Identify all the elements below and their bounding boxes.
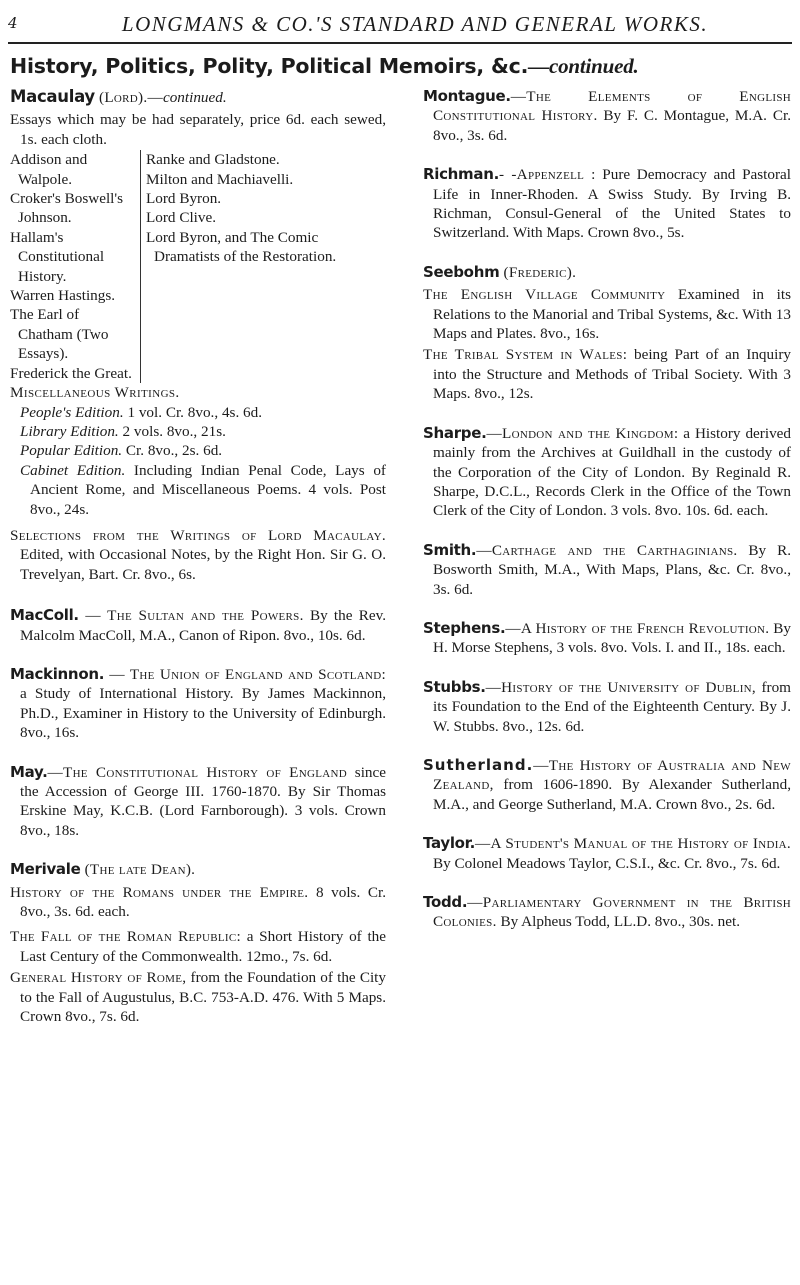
- book-title: —History of the University of Dublin,: [485, 678, 757, 696]
- entry-sharpe: [423, 424, 791, 521]
- book-title: —The Constitutional History of England: [47, 763, 347, 781]
- running-head-title: LONGMANS & CO.'S STANDARD AND GENERAL WORKS.: [121, 12, 709, 36]
- entry-merivale: [10, 860, 386, 1026]
- entry-sutherland: [423, 756, 791, 814]
- entry-mackinnon: [10, 665, 386, 743]
- book-title: —The Elements of English Constitutional History.: [433, 88, 791, 125]
- edition-item: [20, 441, 386, 460]
- author-name: Richman.: [423, 165, 499, 184]
- essay-item: Addison and Walpole.: [10, 151, 88, 188]
- book-detail: By Colonel Meadows Taylor, C.S.I., &c. Cr. 8vo., 7s. 6d.: [433, 854, 781, 872]
- author-name: MacColl.: [10, 606, 79, 625]
- author-name: Stephens.: [423, 618, 506, 637]
- book-title: —A History of the French Revolution.: [505, 619, 770, 637]
- edition-name: Cabinet Edition.: [20, 461, 126, 479]
- essay-item: Lord Clive.: [146, 209, 217, 227]
- misc-writings-heading: Miscellaneous Writings.: [10, 384, 180, 402]
- book-title: —The History of Australia and New Zealand,: [433, 756, 791, 794]
- author-name: Sutherland.: [423, 755, 534, 774]
- book-detail: since the Accession of George III. 1760-1870. By Sir Thomas Erskine May, K.C.B. (Lord Farnborough). 3 vols. Crown 8vo., 18s.: [20, 763, 386, 839]
- author-name: Merivale: [10, 860, 81, 879]
- essays-list: [10, 150, 386, 383]
- essay-item: Ranke and Gladstone.: [146, 151, 280, 169]
- entry-may: [10, 763, 386, 841]
- author-name: Seebohm: [423, 262, 500, 281]
- author-name: Mackinnon.: [10, 664, 105, 683]
- entry-taylor: [423, 834, 791, 873]
- essay-item: Warren Hastings.: [10, 287, 116, 305]
- book-title: —London and the Kingdom:: [486, 424, 679, 442]
- edition-name: Popular Edition.: [20, 442, 123, 460]
- essay-item: Milton and Machiavelli.: [146, 170, 294, 188]
- book-detail: By the Rev. Malcolm MacColl, M.A., Canon of Ripon. 8vo., 10s. 6d.: [20, 607, 386, 644]
- running-head: [8, 10, 792, 44]
- book-detail: a History derived mainly from the Archives at Guildhall in the custody of the Corporation of the City of London. By Reginald R. Sharpe, D.C.L., Records Clerk in the Office of the Town Clerk of the City of London. 3 vols. 8vo. 10s. 6d. each.: [433, 424, 791, 520]
- book-detail: from the Foundation of the City to the Fall of Augustulus, B.C. 753-A.D. 476. With 5 Maps. Crown 8vo., 7s. 6d.: [20, 969, 386, 1026]
- entry-smith: [423, 541, 791, 599]
- book-title: —Carthage and the Carthaginians.: [476, 541, 738, 559]
- work-item: [423, 345, 791, 403]
- work-item: [10, 883, 386, 922]
- book-detail: a Study of International History. By James Mackinnon, Ph.D., Examiner in History to the University of Edinburgh. 8vo., 16s.: [20, 685, 386, 742]
- book-title: —Parliamentary Government in the British Colonies.: [433, 894, 791, 931]
- author-name: Taylor.: [423, 834, 476, 853]
- essays-intro: Essays which may be had separately, price 6d. each sewed, 1s. each cloth.: [10, 111, 386, 148]
- essay-item: Hallam's Constitutional History.: [10, 228, 105, 285]
- book-detail: from its Foundation to the End of the Eighteenth Century. By J. W. Stubbs. 8vo., 12s. 6d.: [433, 678, 791, 735]
- entry-montague: [423, 87, 791, 145]
- entry-macaulay: [10, 87, 386, 584]
- book-detail: By F. C. Montague, M.A. Cr. 8vo., 3s. 6d.: [433, 107, 791, 144]
- left-column: [10, 87, 386, 1046]
- work-item: [10, 968, 386, 1026]
- section-continued: —continued.: [528, 54, 639, 78]
- book-title: — The Union of England and Scotland:: [104, 665, 386, 683]
- entry-stephens: [423, 619, 791, 658]
- edition-name: People's Edition.: [20, 403, 124, 421]
- book-detail: 8 vols. Cr. 8vo., 3s. 6d. each.: [20, 883, 386, 921]
- work-item: [423, 285, 791, 343]
- book-title: - -Appenzell :: [499, 166, 596, 184]
- book-detail: By H. Morse Stephens, 3 vols. 8vo. Vols. I. and II., 18s. each.: [433, 619, 791, 657]
- book-title: The English Village Community: [423, 286, 666, 304]
- selections-title: Selections from the Writings of Lord Macaulay.: [10, 526, 386, 544]
- editions-list: [10, 403, 386, 519]
- book-detail: By Alpheus Todd, LL.D. 8vo., 30s. net.: [496, 913, 741, 931]
- author-name: Stubbs.: [423, 677, 486, 696]
- book-title: — The Sultan and the Powers.: [78, 607, 304, 625]
- author-name: Sharpe.: [423, 423, 487, 442]
- work-item: [10, 927, 386, 966]
- book-title: History of the Romans under the Empire.: [10, 883, 309, 901]
- edition-detail: Cr. 8vo., 2s. 6d.: [122, 442, 223, 460]
- author-name: Macaulay: [10, 87, 95, 106]
- book-title: The Tribal System in Wales:: [423, 346, 628, 364]
- section-title-text: History, Politics, Polity, Political Memoirs, &c.: [10, 54, 529, 78]
- page-number: 4: [8, 14, 18, 32]
- entry-todd: [423, 893, 791, 932]
- book-detail: By R. Bosworth Smith, M.A., With Maps, Plans, &c. Cr. 8vo., 3s. 6d.: [433, 541, 791, 598]
- edition-name: Library Edition.: [20, 422, 119, 440]
- edition-detail: Including Indian Penal Code, Lays of Ancient Rome, and Miscellaneous Poems. 4 vols. Post 8vo., 24s.: [30, 461, 386, 518]
- edition-item: [20, 461, 386, 519]
- author-suffix: (The late Dean).: [80, 861, 196, 879]
- entry-richman: [423, 165, 791, 243]
- essay-item: Frederick the Great.: [10, 364, 132, 382]
- book-detail: Pure Democracy and Pastoral Life in Inner-Rhoden. A Swiss Study. By Irving B. Richman, Consul-General of the United States to Switzerland. With Maps. Crown 8vo., 5s.: [433, 166, 791, 242]
- book-detail: being Part of an Inquiry into the Structure and Methods of Tribal Society. With 3 Maps. 8vo., 12s.: [433, 346, 791, 403]
- essay-item: Lord Byron, and The Comic Dramatists of the Restoration.: [146, 228, 337, 266]
- author-name: Montague.: [423, 87, 511, 105]
- author-name: May.: [10, 762, 48, 781]
- edition-item: [20, 403, 386, 422]
- selections-item: [10, 526, 386, 584]
- author-suffix: (Frederic).: [499, 263, 577, 281]
- essays-list-col2: [141, 150, 386, 383]
- book-title: —A Student's Manual of the History of India.: [475, 835, 791, 853]
- essays-list-col1: [10, 150, 141, 383]
- author-suffix: (Lord).—: [94, 89, 163, 106]
- author-name: Smith.: [423, 540, 477, 559]
- section-title: [10, 54, 795, 79]
- book-detail: Examined in its Relations to the Manorial and Tribal Systems, &c. With 13 Maps and Plates. 8vo., 16s.: [433, 286, 791, 343]
- right-column: [423, 87, 791, 952]
- book-title: The Fall of the Roman Republic:: [10, 928, 242, 946]
- author-name: Todd.: [423, 893, 468, 911]
- essay-item: The Earl of Chatham (Two Essays).: [10, 306, 109, 363]
- entry-stubbs: [423, 678, 791, 736]
- book-detail: from 1606-1890. By Alexander Sutherland, M.A., and George Sutherland, M.A. Crown 8vo., 2s. 6d.: [433, 776, 791, 813]
- edition-item: [20, 422, 386, 441]
- entry-seebohm: [423, 263, 791, 404]
- edition-detail: 2 vols. 8vo., 21s.: [118, 422, 226, 440]
- essay-item: Lord Byron.: [146, 190, 222, 208]
- book-title: General History of Rome,: [10, 969, 187, 987]
- edition-detail: 1 vol. Cr. 8vo., 4s. 6d.: [123, 403, 263, 421]
- essay-item: Croker's Boswell's Johnson.: [10, 190, 124, 227]
- entry-maccoll: [10, 606, 386, 645]
- selections-detail: Edited, with Occasional Notes, by the Right Hon. Sir G. O. Trevelyan, Bart. Cr. 8vo., 6s.: [20, 546, 386, 583]
- book-detail: a Short History of the Last Century of the Commonwealth. 12mo., 7s. 6d.: [20, 928, 386, 965]
- continued-note: continued.: [162, 89, 227, 106]
